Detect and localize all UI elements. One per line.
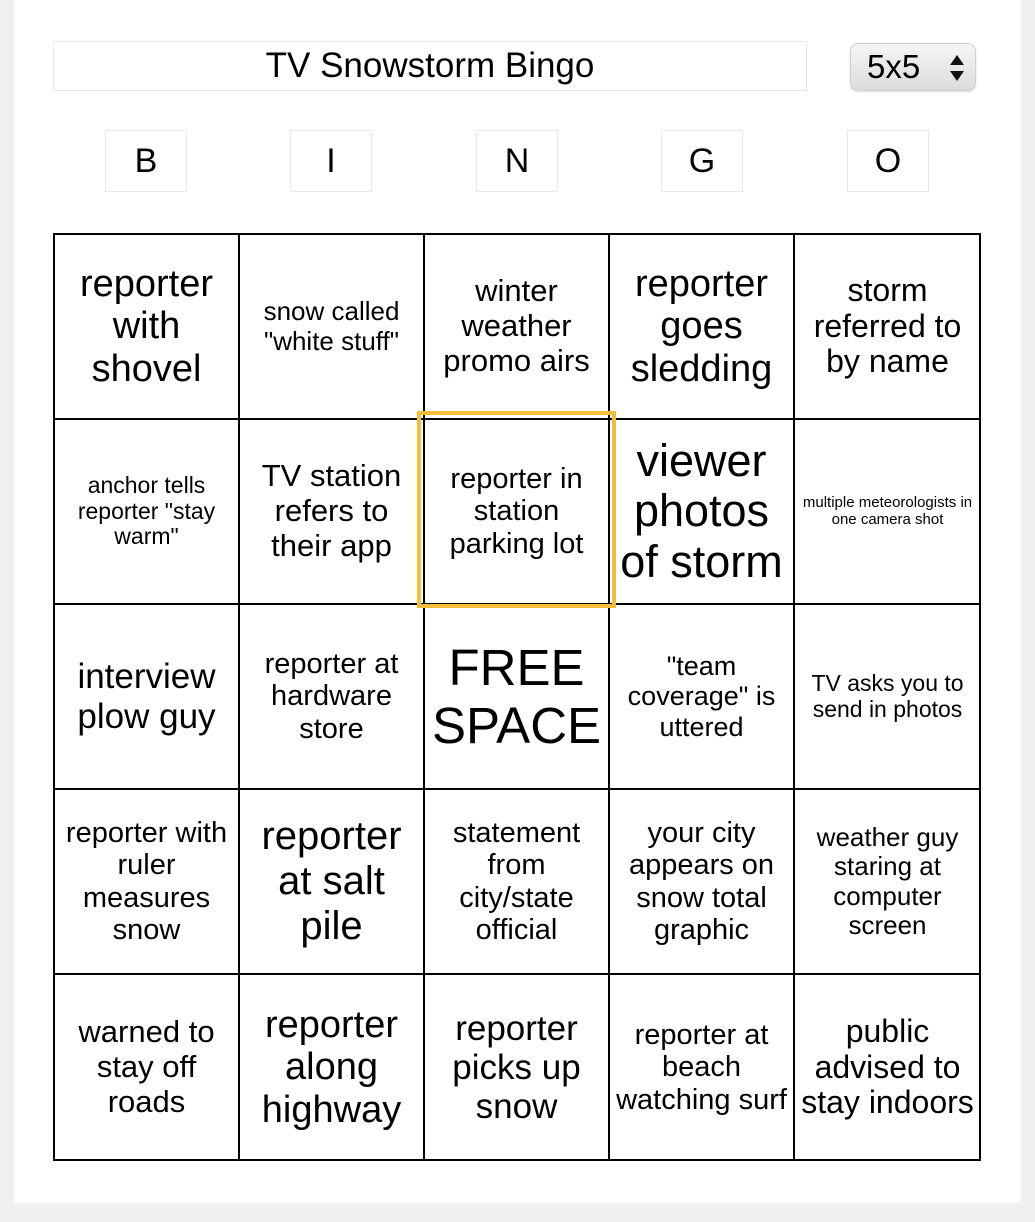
bingo-cell[interactable]: winter weather promo airs	[425, 235, 610, 420]
bingo-cell[interactable]: reporter at hardware store	[240, 605, 425, 790]
bingo-cell[interactable]: FREE SPACE	[425, 605, 610, 790]
bingo-cell[interactable]: reporter in station parking lot	[425, 420, 610, 605]
bingo-cell[interactable]: TV asks you to send in photos	[795, 605, 980, 790]
header-letter-b: B	[105, 130, 187, 192]
bingo-cell[interactable]: reporter picks up snow	[425, 975, 610, 1160]
up-down-arrows-icon	[949, 52, 965, 84]
bingo-cell[interactable]: multiple meteorologists in one camera shot	[795, 420, 980, 605]
bingo-cell[interactable]: public advised to stay indoors	[801, 1012, 974, 1121]
bingo-cell[interactable]: reporter at salt pile	[240, 790, 425, 975]
bingo-cell[interactable]: interview plow guy	[55, 605, 240, 790]
card-title-input[interactable]	[53, 41, 807, 91]
bingo-cell[interactable]: storm referred to by name	[795, 235, 980, 420]
bingo-cell[interactable]: weather guy staring at computer screen	[795, 790, 980, 975]
bingo-card-page	[14, 0, 1021, 1203]
grid-size-value: 5x5	[867, 48, 921, 85]
bingo-cell[interactable]: reporter with shovel	[55, 235, 240, 420]
bingo-board	[53, 233, 981, 1161]
header-letter-g: G	[661, 130, 743, 192]
bingo-cell[interactable]: statement from city/state official	[425, 790, 610, 975]
grid-size-select[interactable]	[850, 43, 976, 91]
bingo-cell[interactable]: reporter along highway	[240, 975, 425, 1160]
bingo-cell[interactable]: snow called "white stuff"	[240, 235, 425, 420]
bingo-cell[interactable]: reporter with ruler measures snow	[55, 790, 240, 975]
bingo-cell[interactable]: warned to stay off roads	[55, 975, 240, 1160]
bingo-cell[interactable]: TV station refers to their app	[240, 420, 425, 605]
bingo-cell[interactable]: viewer photos of storm	[610, 420, 795, 605]
bingo-cell[interactable]: your city appears on snow total graphic	[610, 790, 795, 975]
bingo-cell[interactable]: reporter at beach watching surf	[610, 975, 795, 1160]
bingo-cell[interactable]: anchor tells reporter "stay warm"	[55, 420, 240, 605]
header-letter-n: N	[476, 130, 558, 192]
header-letter-i: I	[290, 130, 372, 192]
bingo-cell[interactable]: "team coverage" is uttered	[610, 605, 795, 790]
bingo-cell[interactable]: reporter goes sledding	[610, 235, 795, 420]
header-letter-o: O	[847, 130, 929, 192]
